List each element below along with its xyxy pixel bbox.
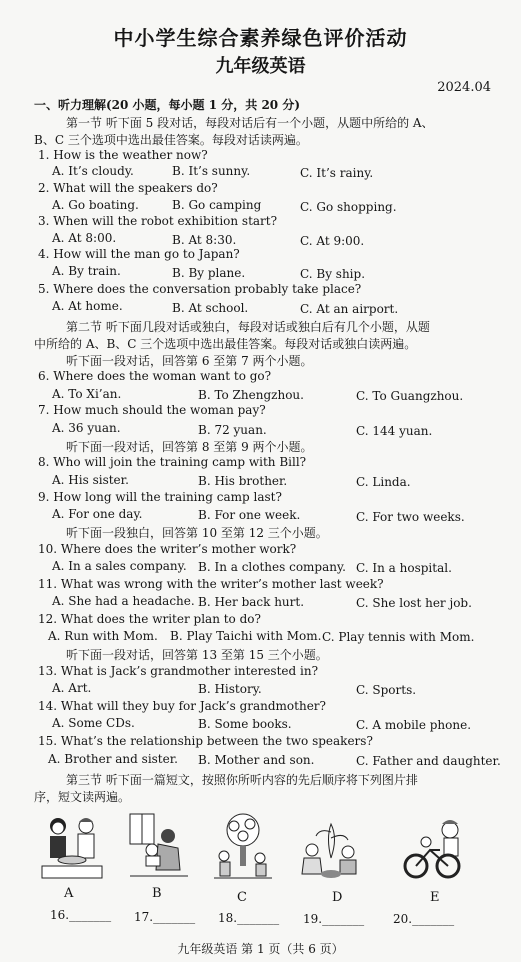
option-3a: A. At 8:00. <box>52 231 117 245</box>
option-4b: B. By plane. <box>172 266 246 280</box>
section-heading: 一、听力理解(20 小题，每小题 1 分，共 20 分) <box>34 98 300 112</box>
option-1c: C. It’s rainy. <box>300 166 374 180</box>
option-6a: A. To Xi’an. <box>52 387 122 401</box>
option-5b: B. At school. <box>172 301 249 315</box>
option-2a: A. Go boating. <box>52 198 139 212</box>
page-subtitle: 九年级英语 <box>215 56 306 77</box>
option-8b: B. His brother. <box>198 474 288 488</box>
question-14: 14. What will they buy for Jack’s grandmother? <box>38 699 326 713</box>
option-3c: C. At 9:00. <box>300 234 365 248</box>
option-15c: C. Father and daughter. <box>356 754 501 768</box>
page-title: 中小学生综合素养绿色评价活动 <box>113 26 408 50</box>
question-9: 9. How long will the training camp last? <box>38 490 282 504</box>
instruction-10-12: 听下面一段独白，回答第 10 至第 12 三个小题。 <box>66 526 328 540</box>
question-7: 7. How much should the woman pay? <box>38 403 266 417</box>
question-6: 6. Where does the woman want to go? <box>38 369 272 383</box>
option-10c: C. In a hospital. <box>356 561 452 575</box>
option-14a: A. Some CDs. <box>52 716 135 730</box>
mother-son-reading-picture <box>128 812 190 882</box>
option-1a: A. It’s cloudy. <box>52 164 134 178</box>
part3-instruction: 第三节 听下面一篇短文，按照你所听内容的先后顺序将下列图片排 <box>66 773 418 787</box>
question-11: 11. What was wrong with the writer’s mother last week? <box>38 577 384 591</box>
question-12: 12. What does the writer plan to do? <box>38 612 261 626</box>
option-8c: C. Linda. <box>356 475 411 489</box>
option-12c: C. Play tennis with Mom. <box>322 630 475 644</box>
option-6b: B. To Zhengzhou. <box>198 388 304 402</box>
question-10: 10. Where does the writer’s mother work? <box>38 542 297 556</box>
instruction-8-9: 听下面一段对话，回答第 8 至第 9 两个小题。 <box>66 440 313 454</box>
option-12a: A. Run with Mom. <box>48 629 158 643</box>
picture-label-b: B <box>152 886 162 901</box>
picture-label-e: E <box>430 890 440 905</box>
answer-blank-19[interactable]: 19._______ <box>303 912 365 926</box>
instruction-13-15: 听下面一段对话，回答第 13 至第 15 三个小题。 <box>66 648 328 662</box>
option-14b: B. Some books. <box>198 717 292 731</box>
option-10a: A. In a sales company. <box>52 559 187 573</box>
option-4a: A. By train. <box>52 264 121 278</box>
instruction-6-7: 听下面一段对话，回答第 6 至第 7 两个小题。 <box>66 354 313 368</box>
question-5: 5. Where does the conversation probably take place? <box>38 282 362 296</box>
answer-blank-18[interactable]: 18._______ <box>218 911 280 925</box>
option-9c: C. For two weeks. <box>356 510 465 524</box>
option-6c: C. To Guangzhou. <box>356 389 464 403</box>
option-12b: B. Play Taichi with Mom. <box>170 629 322 643</box>
page-footer: 九年级英语 第 1 页（共 6 页） <box>177 942 344 956</box>
option-3b: B. At 8:30. <box>172 233 237 247</box>
picture-label-d: D <box>332 890 343 905</box>
answer-blank-20[interactable]: 20._______ <box>393 912 455 926</box>
family-under-tree-picture <box>212 812 274 884</box>
option-9b: B. For one week. <box>198 508 301 522</box>
option-10b: B. In a clothes company. <box>198 560 346 574</box>
part1-instruction: 第一节 听下面 5 段对话，每段对话后有一个小题，从题中所给的 A、 <box>66 116 434 130</box>
option-5c: C. At an airport. <box>300 302 399 316</box>
option-11a: A. She had a headache. <box>52 594 195 608</box>
family-cooking-picture <box>36 812 108 882</box>
option-1b: B. It’s sunny. <box>172 164 251 178</box>
question-1: 1. How is the weather now? <box>38 148 208 162</box>
part2-instruction-cont: 中所给的 A、B、C 三个选项中选出最佳答案。每段对话或独白读两遍。 <box>34 337 417 351</box>
option-7a: A. 36 yuan. <box>52 421 121 435</box>
picture-label-c: C <box>237 890 247 905</box>
question-2: 2. What will the speakers do? <box>38 181 218 195</box>
option-5a: A. At home. <box>52 299 123 313</box>
option-14c: C. A mobile phone. <box>356 718 472 732</box>
picture-label-a: A <box>64 886 74 901</box>
option-2b: B. Go camping <box>172 198 262 212</box>
question-13: 13. What is Jack’s grandmother interested in? <box>38 664 319 678</box>
answer-blank-16[interactable]: 16._______ <box>50 908 112 922</box>
part1-instruction-cont: B、C 三个选项中选出最佳答案。每段对话读两遍。 <box>34 133 308 147</box>
option-13b: B. History. <box>198 682 262 696</box>
option-7c: C. 144 yuan. <box>356 424 433 438</box>
answer-blank-17[interactable]: 17._______ <box>134 910 196 924</box>
option-9a: A. For one day. <box>52 507 143 521</box>
option-8a: A. His sister. <box>52 473 129 487</box>
option-13c: C. Sports. <box>356 683 417 697</box>
option-2c: C. Go shopping. <box>300 200 397 214</box>
option-13a: A. Art. <box>52 681 92 695</box>
option-11c: C. She lost her job. <box>356 596 472 610</box>
question-3: 3. When will the robot exhibition start? <box>38 214 278 228</box>
option-4c: C. By ship. <box>300 267 366 281</box>
part2-instruction: 第二节 听下面几段对话或独白，每段对话或独白后有几个小题，从题 <box>66 320 430 334</box>
option-15b: B. Mother and son. <box>198 753 315 767</box>
bicycle-picture <box>402 814 468 882</box>
part3-instruction-cont: 序，短文读两遍。 <box>34 790 131 804</box>
option-11b: B. Her back hurt. <box>198 595 305 609</box>
exam-date: 2024.04 <box>437 80 491 95</box>
question-15: 15. What’s the relationship between the two speakers? <box>38 734 373 748</box>
option-15a: A. Brother and sister. <box>48 752 178 766</box>
option-7b: B. 72 yuan. <box>198 423 267 437</box>
question-8: 8. Who will join the training camp with Bill? <box>38 455 307 469</box>
question-4: 4. How will the man go to Japan? <box>38 247 240 261</box>
planting-tree-picture <box>298 818 364 882</box>
